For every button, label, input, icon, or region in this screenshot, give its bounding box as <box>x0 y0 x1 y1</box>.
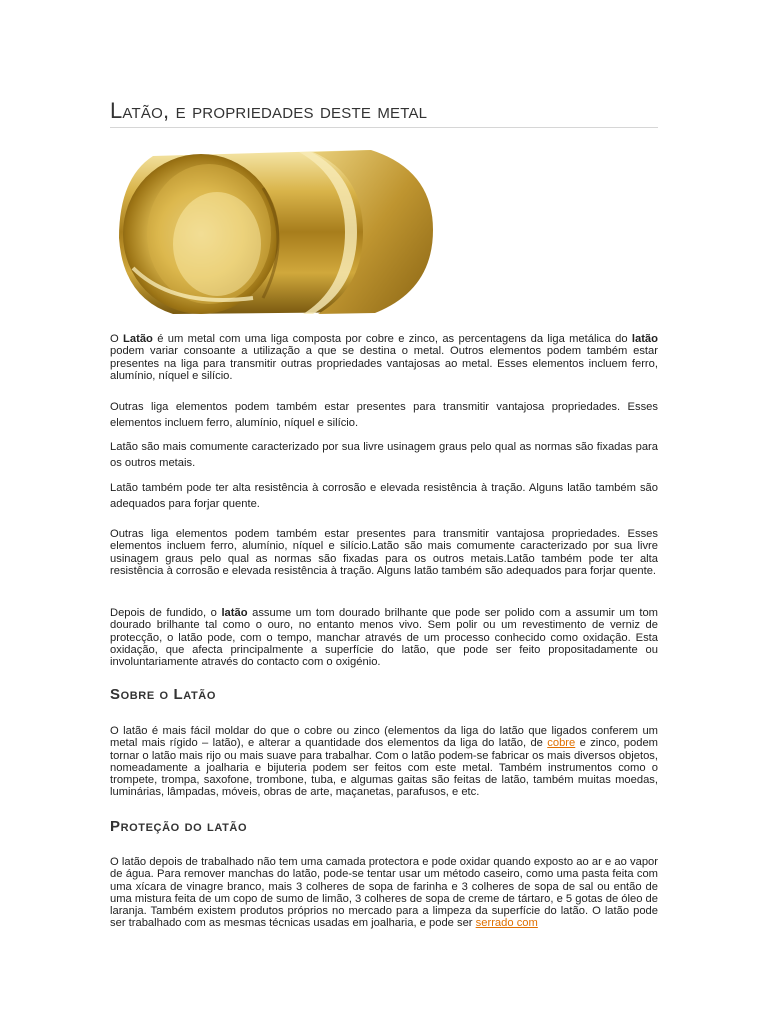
section-heading-sobre: Sobre o Latão <box>110 686 216 703</box>
serrado-link[interactable]: serrado com <box>475 917 538 930</box>
cobre-link[interactable]: cobre <box>547 737 576 750</box>
machining-paragraph: Latão são mais comumente caracterizado por sua livre usinagem graus pelo qual as normas são fixadas para os outros metais. <box>110 441 658 469</box>
sobre-paragraph: O latão é mais fácil moldar do que o cobre ou zinco (elementos da liga do latão que ligados conferem um metal mais rígido – latão), e alterar a quantidade dos elementos da liga do latão, de cobre e zinco, podem tornar o latão mais rijo ou mais suave para trabalhar. Com o latão podem-se fabricar os mais diversos objetos, nomeadamente a joalharia e bijuteria podem ser feitos com este metal. Também instrumentos como o trompete, trompa, saxofone, trombone, tuba, e algumas gaitas são feitas de latão, também muitas moedas, luminárias, lâmpadas, móveis, obras de arte, maçanetas, parafusos, e etc. <box>110 725 658 799</box>
section-heading-protecao: Proteção do latão <box>110 818 248 835</box>
oxidation-paragraph: Depois de fundido, o latão assume um tom dourado brilhante que pode ser polido com a assumir um tom dourado brilhante tal como o ouro, no entanto menos vivo. Sem polir ou um revestimento de verniz de protecção, o latão pode, com o tempo, manchar através de um processo conhecido como oxidação. Esta oxidação, que afecta principalmente a superfície do latão, que pode ser feito propositadamente ou involuntariamente através do contacto com o oxigénio. <box>110 607 658 669</box>
protecao-paragraph: O latão depois de trabalhado não tem uma camada protectora e pode oxidar quando exposto ao ar e ao vapor de água. Para remover manchas do latão, pode-se tentar usar um método caseiro, como uma pasta feita com uma xícara de vinagre branco, mais 3 colheres de sopa de farinha e 3 colheres de sopa de sal ou então de uma mistura feita de um copo de sumo de limão, 3 colheres de sopa de creme de tártaro, e 5 gotas de óleo de laranja. Também existem produtos próprios no mercado para a limpeza da superfície do latão. O latão pode ser trabalhado com as mesmas técnicas usadas em joalharia, e pode ser serrado com <box>110 856 658 930</box>
brass-tube-image <box>113 148 435 316</box>
alloy-elements-paragraph: Outras liga elementos podem também estar presentes para transmitir vantajosa propriedades. Esses elementos incluem ferro, alumínio, níquel e silício. <box>110 401 658 429</box>
intro-paragraph: O Latão é um metal com uma liga composta por cobre e zinco, as percentagens da liga metálica do latão podem variar consoante a utilização a que se destina o metal. Outros elementos podem também estar presentes na liga para transmitir outras propriedades vantajosas ao metal. Esses elementos incluem ferro, alumínio, níquel e silício. <box>110 333 658 382</box>
corrosion-paragraph: Latão também pode ter alta resistência à corrosão e elevada resistência à tração. Alguns latão também são adequados para forjar quente. <box>110 482 658 510</box>
combined-paragraph: Outras liga elementos podem também estar presentes para transmitir vantajosa propriedades. Esses elementos incluem ferro, alumínio, níquel e silício.Latão são mais comumente caracterizado por sua livre usinagem graus pelo qual as normas são fixadas para os outros metais.Latão também pode ter alta resistência à corrosão e elevada resistência à tração. Alguns latão também são adequados para forjar quente. <box>110 528 658 577</box>
page-title: Latão, e propriedades deste metal <box>110 98 658 128</box>
